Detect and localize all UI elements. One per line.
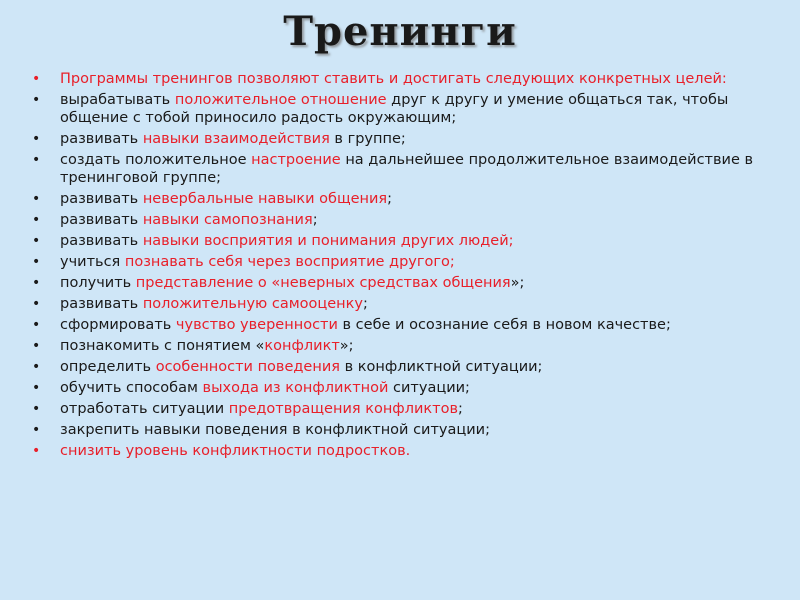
bullet-item (26, 211, 776, 229)
bullet-list (26, 70, 776, 463)
bullet-dot-icon: • (32, 233, 41, 249)
bullet-dot-icon: • (32, 422, 41, 438)
bullet-text: познакомить с понятием « (60, 338, 265, 354)
bullet-item (26, 358, 776, 376)
bullet-item (26, 295, 776, 313)
bullet-dot-icon: • (32, 380, 41, 396)
bullet-dot-icon: • (32, 191, 41, 207)
bullet-item (26, 274, 776, 292)
bullet-dot-icon: • (32, 254, 41, 270)
highlighted-text: настроение (251, 152, 341, 168)
bullet-text: друг к другу и умение общаться так, чтобы общение с тобой приносило радость окружающим; (60, 92, 729, 126)
bullet-item (26, 130, 776, 148)
bullet-dot-icon: • (32, 359, 41, 375)
bullet-text: ; (312, 212, 318, 228)
bullet-item (26, 337, 776, 355)
slide-title: Тренинги (283, 8, 517, 55)
bullet-text: закрепить навыки поведения в конфликтной ситуации; (60, 422, 490, 438)
bullet-text: ситуации; (388, 380, 470, 396)
bullet-item (26, 400, 776, 418)
bullet-text: ; (363, 296, 368, 312)
bullet-text: развивать (60, 296, 143, 312)
bullet-dot-icon: • (32, 71, 41, 87)
bullet-text: учиться (60, 254, 125, 270)
bullet-text: в конфликтной ситуации; (339, 359, 543, 375)
bullet-dot-icon: • (32, 296, 41, 312)
highlighted-text: положительную самооценку (142, 296, 363, 312)
bullet-text: вырабатывать (60, 92, 175, 108)
bullet-text: »; (510, 275, 525, 291)
bullet-dot-icon: • (32, 212, 41, 228)
bullet-text: определить (60, 359, 156, 375)
bullet-text: развивать (60, 212, 143, 228)
bullet-text: развивать (60, 131, 143, 147)
bullet-text: получить (60, 275, 136, 291)
bullet-text: отработать ситуации (60, 401, 229, 417)
bullet-item (26, 91, 776, 127)
bullet-text: развивать (60, 233, 143, 249)
bullet-text: »; (339, 338, 354, 354)
highlighted-text: особенности поведения (155, 359, 340, 375)
bullet-item (26, 442, 776, 460)
highlighted-text: выхода из конфликтной (202, 380, 389, 396)
bullet-item (26, 190, 776, 208)
bullet-text: развивать (60, 191, 143, 207)
bullet-item (26, 232, 776, 250)
bullet-dot-icon: • (32, 317, 41, 333)
highlighted-text: невербальные навыки общения (142, 191, 388, 207)
bullet-text: ; (458, 401, 463, 417)
bullet-dot-icon: • (32, 131, 41, 147)
bullet-dot-icon: • (32, 401, 41, 417)
highlighted-text: чувство уверенности (175, 317, 338, 333)
highlighted-text: навыки самопознания (142, 212, 313, 228)
highlighted-text: предотвращения конфликтов (228, 401, 459, 417)
highlighted-text: положительное отношение (174, 92, 387, 108)
highlighted-text: навыки восприятия и понимания других людей; (142, 233, 514, 249)
bullet-dot-icon: • (32, 275, 41, 291)
bullet-text: обучить способам (60, 380, 203, 396)
bullet-text: в группе; (329, 131, 406, 147)
bullet-dot-icon: • (32, 443, 41, 459)
bullet-text: в себе и осознание себя в новом качестве; (337, 317, 671, 333)
bullet-item (26, 421, 776, 439)
bullet-text: ; (387, 191, 393, 207)
bullet-text: создать положительное (60, 152, 252, 168)
bullet-text: на дальнейшее продолжительное взаимодействие в тренинговой группе; (60, 152, 754, 186)
highlighted-text: навыки взаимодействия (142, 131, 330, 147)
bullet-dot-icon: • (32, 152, 41, 168)
bullet-text: сформировать (60, 317, 176, 333)
highlighted-text: познавать себя через восприятие другого; (124, 254, 455, 270)
bullet-item (26, 151, 776, 187)
bullet-dot-icon: • (32, 92, 41, 108)
bullet-item (26, 70, 776, 88)
bullet-item (26, 379, 776, 397)
highlighted-text: представление о «неверных средствах общения (135, 275, 511, 291)
bullet-item (26, 316, 776, 334)
highlighted-text: конфликт (264, 338, 340, 354)
highlighted-text: снизить уровень конфликтности подростков. (60, 443, 411, 459)
bullet-item (26, 253, 776, 271)
bullet-dot-icon: • (32, 338, 41, 354)
highlighted-text: Программы тренингов позволяют ставить и достигать следующих конкретных целей: (60, 71, 727, 87)
